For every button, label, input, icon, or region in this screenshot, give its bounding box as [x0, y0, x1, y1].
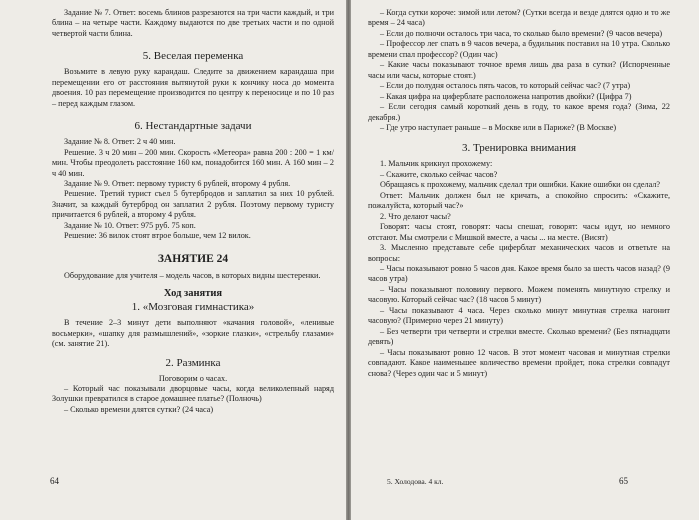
paragraph: – Часы показывают 4 часа. Через сколько минут минутная стрелка нагонит часовую? (Примерно через 21 минуту): [368, 305, 670, 326]
paragraph: Оборудование для учителя – модель часов, в которых видны шестеренки.: [64, 270, 321, 280]
paragraph: Решение: 36 вилок стоят втрое больше, чем 12 вилок.: [64, 231, 251, 241]
section-heading: 3. Тренировка внимания: [461, 142, 577, 155]
paragraph: Задание № 7. Ответ: восемь блинов разрезаются на три части каждый, и три блина – на четыре части. Каждому выдаются по две третьих части и по одной четвертой части блина.: [52, 8, 334, 38]
paragraph: – Часы показывают ровно 5 часов дня. Какое время было за шесть часов назад? (9 часов утра): [368, 263, 670, 284]
paragraph: – Если сегодня самый короткий день в году, то какое время года? (Зима, 22 декабря.): [368, 102, 670, 122]
paragraph: Поговорим о часах.: [158, 373, 228, 383]
paragraph: Говорят: часы стоят, говорят: часы спешат, говорят: часы идут, но немного отстают. Мы смотрели с Мишкой вместе, а часы ... на месте. (Висят): [368, 222, 670, 242]
paragraph: – Если до полудня осталось пять часов, то который сейчас час? (7 утра): [380, 81, 631, 91]
paragraph: – Скажите, сколько сейчас часов?: [380, 169, 498, 179]
lesson-title: ЗАНЯТИЕ 24: [157, 252, 229, 265]
section-heading: 2. Разминка: [165, 356, 221, 369]
paragraph: Задание № 8. Ответ: 2 ч 40 мин.: [64, 137, 176, 147]
paragraph: Решение. 3 ч 20 мин – 200 мин. Скорость «Метеора» равна 200 : 200 = 1 км/мин. Чтобы преодолеть расстояние 160 км, понадобится 160 мин. А 160 мин – 2 ч 40 мин.: [52, 147, 334, 178]
paragraph: 2. Что делают часы?: [380, 211, 451, 221]
paragraph: – Без четверти три четверти и стрелки вместе. Сколько времени? (Без пятнадцати девять): [368, 326, 670, 347]
page-footer: 5. Холодова. 4 кл.: [387, 477, 444, 486]
paragraph: Ответ: Мальчик должен был не кричать, а спокойно спросить: «Скажите, пожалуйста, который час?»: [368, 190, 670, 211]
paragraph: – Профессор лег спать в 9 часов вечера, а будильник поставил на 10 утра. Сколько времени спал профессор? (Один час): [368, 39, 670, 59]
paragraph: Задание № 10. Ответ: 975 руб. 75 коп.: [64, 220, 196, 230]
paragraph: – Сколько времени длятся сутки? (24 часа): [64, 404, 214, 414]
paragraph: – Какие часы показывают точное время лишь два раза в сутки? (Испорченные часы или часы, которые стоят.): [368, 60, 670, 80]
paragraph: 1. Мальчик крикнул прохожему:: [380, 159, 493, 169]
paragraph: – Какая цифра на циферблате расположена напротив двойки? (Цифра 7): [380, 91, 632, 101]
section-heading: 1. «Мозговая гимнастика»: [131, 301, 255, 314]
paragraph: – Часы показывают половину первого. Можем поменять минутную стрелку и часовую. Который сейчас час? (18 часов 5 минут): [368, 284, 670, 305]
paragraph: – Часы показывают ровно 12 часов. В этот момент часовая и минутная стрелки совпадают. Какое наименьшее количество времени пройдет, пока стрелки совпадут снова? (Через один час и 5 минут): [368, 347, 670, 378]
paragraph: – Который час показывали дворцовые часы, когда великолепный наряд Золушки превратился в старое домашнее платье? (Полночь): [52, 383, 334, 404]
paragraph: – Где утро наступает раньше – в Москве или в Париже? (В Москве): [380, 122, 617, 132]
paragraph: – Если до полночи осталось три часа, то сколько было времени? (9 часов вечера): [380, 28, 663, 38]
paragraph: Возьмите в левую руку карандаш. Следите за движением карандаша при перемещении его от расстояния вытянутой руки к кончику носа до момента двоения. 10 раз перемещение производится по центру к переносице и по 10 раз – перед каждым глазом.: [52, 67, 334, 108]
paragraph: Решение. Третий турист съел 5 бутербродов и заплатил за них 10 рублей. Значит, за каждый бутерброд он заплатил 2 рубля. Поэтому первому туристу причитается 6 рублей, а второму 4 рубля.: [52, 189, 334, 220]
section-heading: 6. Нестандартные задачи: [134, 120, 252, 133]
left-page: [0, 0, 346, 520]
right-page: [351, 0, 699, 520]
section-heading: 5. Веселая переменка: [142, 50, 244, 63]
page-number: 65: [619, 476, 628, 486]
paragraph: Обращаясь к прохожему, мальчик сделал три ошибки. Какие ошибки он сделал?: [380, 180, 661, 190]
paragraph: В течение 2–3 минут дети выполняют «качания головой», «ленивые восьмерки», «шапку для размышлений», «зоркие глазки», «стрельбу глазами» (см. занятие 21).: [52, 318, 334, 349]
left-page-text: [52, 8, 334, 415]
paragraph: 3. Мысленно представьте себе циферблат механических часов и ответьте на вопросы:: [368, 243, 670, 263]
page-number: 64: [50, 476, 59, 486]
section-heading: Ход занятия: [163, 288, 223, 300]
paragraph: Задание № 9. Ответ: первому туристу 6 рублей, второму 4 рубля.: [64, 178, 291, 188]
paragraph: – Когда сутки короче: зимой или летом? (Сутки всегда и везде длятся одно и то же время – 24 часа): [368, 8, 670, 28]
right-page-text: [368, 8, 670, 379]
